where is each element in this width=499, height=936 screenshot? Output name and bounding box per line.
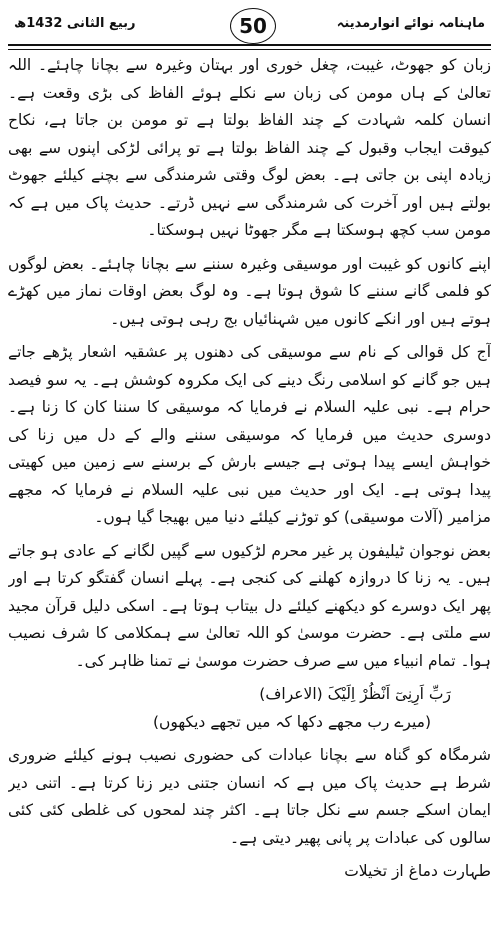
header-rule-thin: [8, 49, 491, 50]
quote-translation: (میرے رب مجھے دکھا کہ میں تجھے دیکھوں): [152, 712, 431, 731]
page-header: [8, 6, 491, 46]
paragraph-closing: شرمگاہ کو گناہ سے بچانا عبادات کی حضوری نصیب ہونے کیلئے ضروری شرط ہے حدیث پاک میں ہے کہ انسان جتنی دیر زنا کرتا ہے۔ اتنی دیر ایمان اسکے جسم سے نکل جاتا ہے۔ اکثر چند لمحوں کی غلطی کئی کئی سالوں کی عبادات پر پانی پھیر دیتی ہے۔: [8, 746, 491, 847]
paragraph-telephone: بعض نوجوان ٹیلیفون پر غیر محرم لڑکیوں سے گپیں لگانے کے عادی ہو جاتے ہیں۔ یہ زنا کا دروازہ کھلنے کی کنجی ہے۔ پہلے انسان گفتگو کرتا ہے اور پھر ایک دوسرے کو دیکھنے کیلئے دل بیتاب ہوتا ہے۔ اسکی دلیل قرآن مجید سے ملتی ہے۔ حضرت موسیٰ کو اللہ تعالیٰ سے ہمکلامی کا شرف نصیب ہوا۔ تمام انبیاء میں سے صرف حضرت موسیٰ نے تمنا ظاہر کی۔: [8, 541, 491, 670]
header-rule: [8, 44, 491, 46]
page-number-badge: 50: [230, 8, 276, 44]
section-title: طہارت دماغ از تخیلات: [344, 862, 491, 880]
magazine-title: ماہنامہ نوائے انوارمدینہ: [336, 16, 485, 31]
quran-quote: رَبِّ اَرِنِیٓ اَنْظُرْ اِلَیْکَ (الاعراف): [259, 685, 451, 703]
issue-month: ربیع الثانی 1432ھ: [14, 16, 136, 31]
paragraph-tongue: زبان کو جھوٹ، غیبت، چغل خوری اور بہتان وغیرہ سے بچانا چاہئے۔ اللہ تعالیٰ کے ہاں مومن کی زبان سے نکلے ہوئے الفاظ کی بڑی وقعت ہے۔ انسان کلمہ شہادت کے چند الفاظ بولتا ہے تو مومن بن جاتا ہے، نکاح کیوقت ایجاب وقبول کے چند الفاظ بولتا ہے تو پرائی لڑکی اپنوں سے بھی زیادہ اپنی بن جاتی ہے۔ بعض لوگ وقتی شرمندگی سے بچنے کیلئے جھوٹ بولتے ہیں اور آخرت کی شرمندگی سے نہیں ڈرتے۔ حدیث پاک میں ہے کہ مومن سب کچھ ہوسکتا ہے مگر جھوٹا نہیں ہوسکتا۔: [8, 56, 491, 239]
article-body: [8, 52, 491, 930]
paragraph-qawwali: آج کل قوالی کے نام سے موسیقی کی دھنوں پر عشقیہ اشعار پڑھے جاتے ہیں جو گانے کو اسلامی رنگ دینے کی ایک مکروہ کوشش ہے۔ یہ سو فیصد حرام ہے۔ نبی علیہ السلام نے فرمایا کہ موسیقی کا سننا کان کا زنا ہے۔ دوسری حدیث میں فرمایا کہ موسیقی سننے والے کے دل میں زنا کی خواہش ایسے پیدا ہوتی ہے جیسے بارش کے برسنے سے زمین میں کھیتی پیدا ہوتی ہے۔ ایک اور حدیث میں نبی علیہ السلام نے فرمایا کہ مجھے مزامیر (آلات موسیقی) کو توڑنے کیلئے دنیا میں بھیجا گیا ہوں۔: [8, 343, 491, 526]
paragraph-ears: اپنے کانوں کو غیبت اور موسیقی وغیرہ سننے سے بچانا چاہئے۔ بعض لوگوں کو فلمی گانے سننے کا شوق ہوتا ہے۔ وہ لوگ بعض اوقات نماز میں کھڑے ہوتے ہیں اور انکے کانوں میں شہنائیاں بج رہی ہوتی ہیں۔: [8, 254, 491, 328]
